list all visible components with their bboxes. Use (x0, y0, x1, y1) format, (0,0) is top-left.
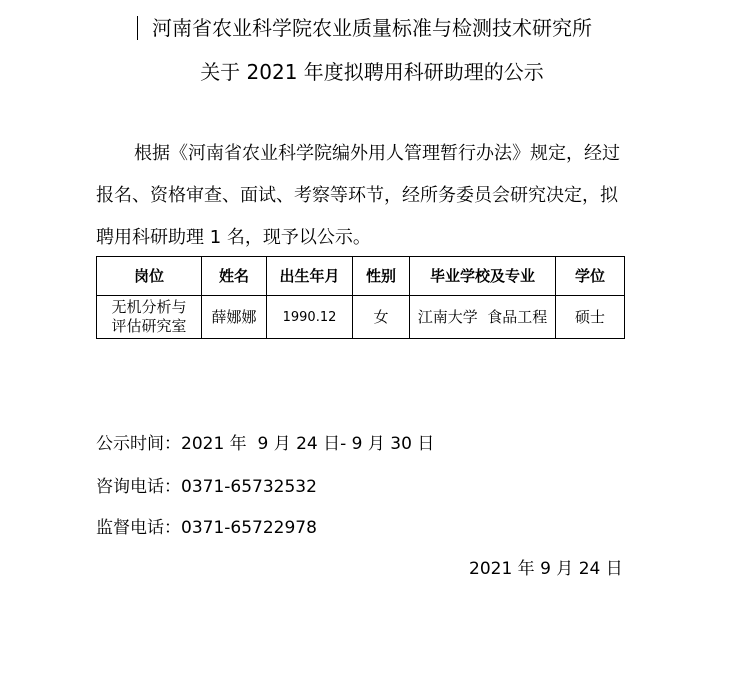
header-school-major: 毕业学校及专业 (410, 257, 556, 296)
cell-degree: 硕士 (556, 296, 625, 339)
table-header-row (97, 257, 625, 296)
header-degree: 学位 (556, 257, 625, 296)
notice-period: 公示时间：2021 年 9 月 24 日- 9 月 30 日 (96, 434, 435, 454)
cell-position (97, 296, 202, 339)
header-birth: 出生年月 (267, 257, 353, 296)
candidate-table (96, 256, 625, 339)
table-row (97, 296, 625, 339)
cell-birth: 1990.12 (267, 296, 353, 339)
cell-name: 薛娜娜 (202, 296, 267, 339)
body-paragraph-line-1: 根据《河南省农业科学院编外用人管理暂行办法》规定，经过 (134, 143, 620, 164)
document-subtitle: 关于 2021 年度拟聘用科研助理的公示 (200, 60, 544, 84)
body-paragraph-line-3: 聘用科研助理 1 名，现予以公示。 (96, 227, 371, 248)
body-paragraph-line-2: 报名、资格审查、面试、考察等环节，经所务委员会研究决定，拟 (96, 185, 618, 206)
supervise-phone: 监督电话：0371-65722978 (96, 518, 317, 538)
cell-position-line-2: 评估研究室 (111, 317, 187, 335)
header-name: 姓名 (202, 257, 267, 296)
cell-position-line-1: 无机分析与 (111, 298, 187, 316)
header-position: 岗位 (97, 257, 202, 296)
signature-date: 2021 年 9 月 24 日 (469, 559, 623, 579)
document-title: 河南省农业科学院农业质量标准与检测技术研究所 (152, 16, 592, 40)
cell-school-major: 江南大学 食品工程 (410, 296, 556, 339)
header-gender: 性别 (353, 257, 410, 296)
cell-gender: 女 (353, 296, 410, 339)
consult-phone: 咨询电话：0371-65732532 (96, 477, 317, 497)
